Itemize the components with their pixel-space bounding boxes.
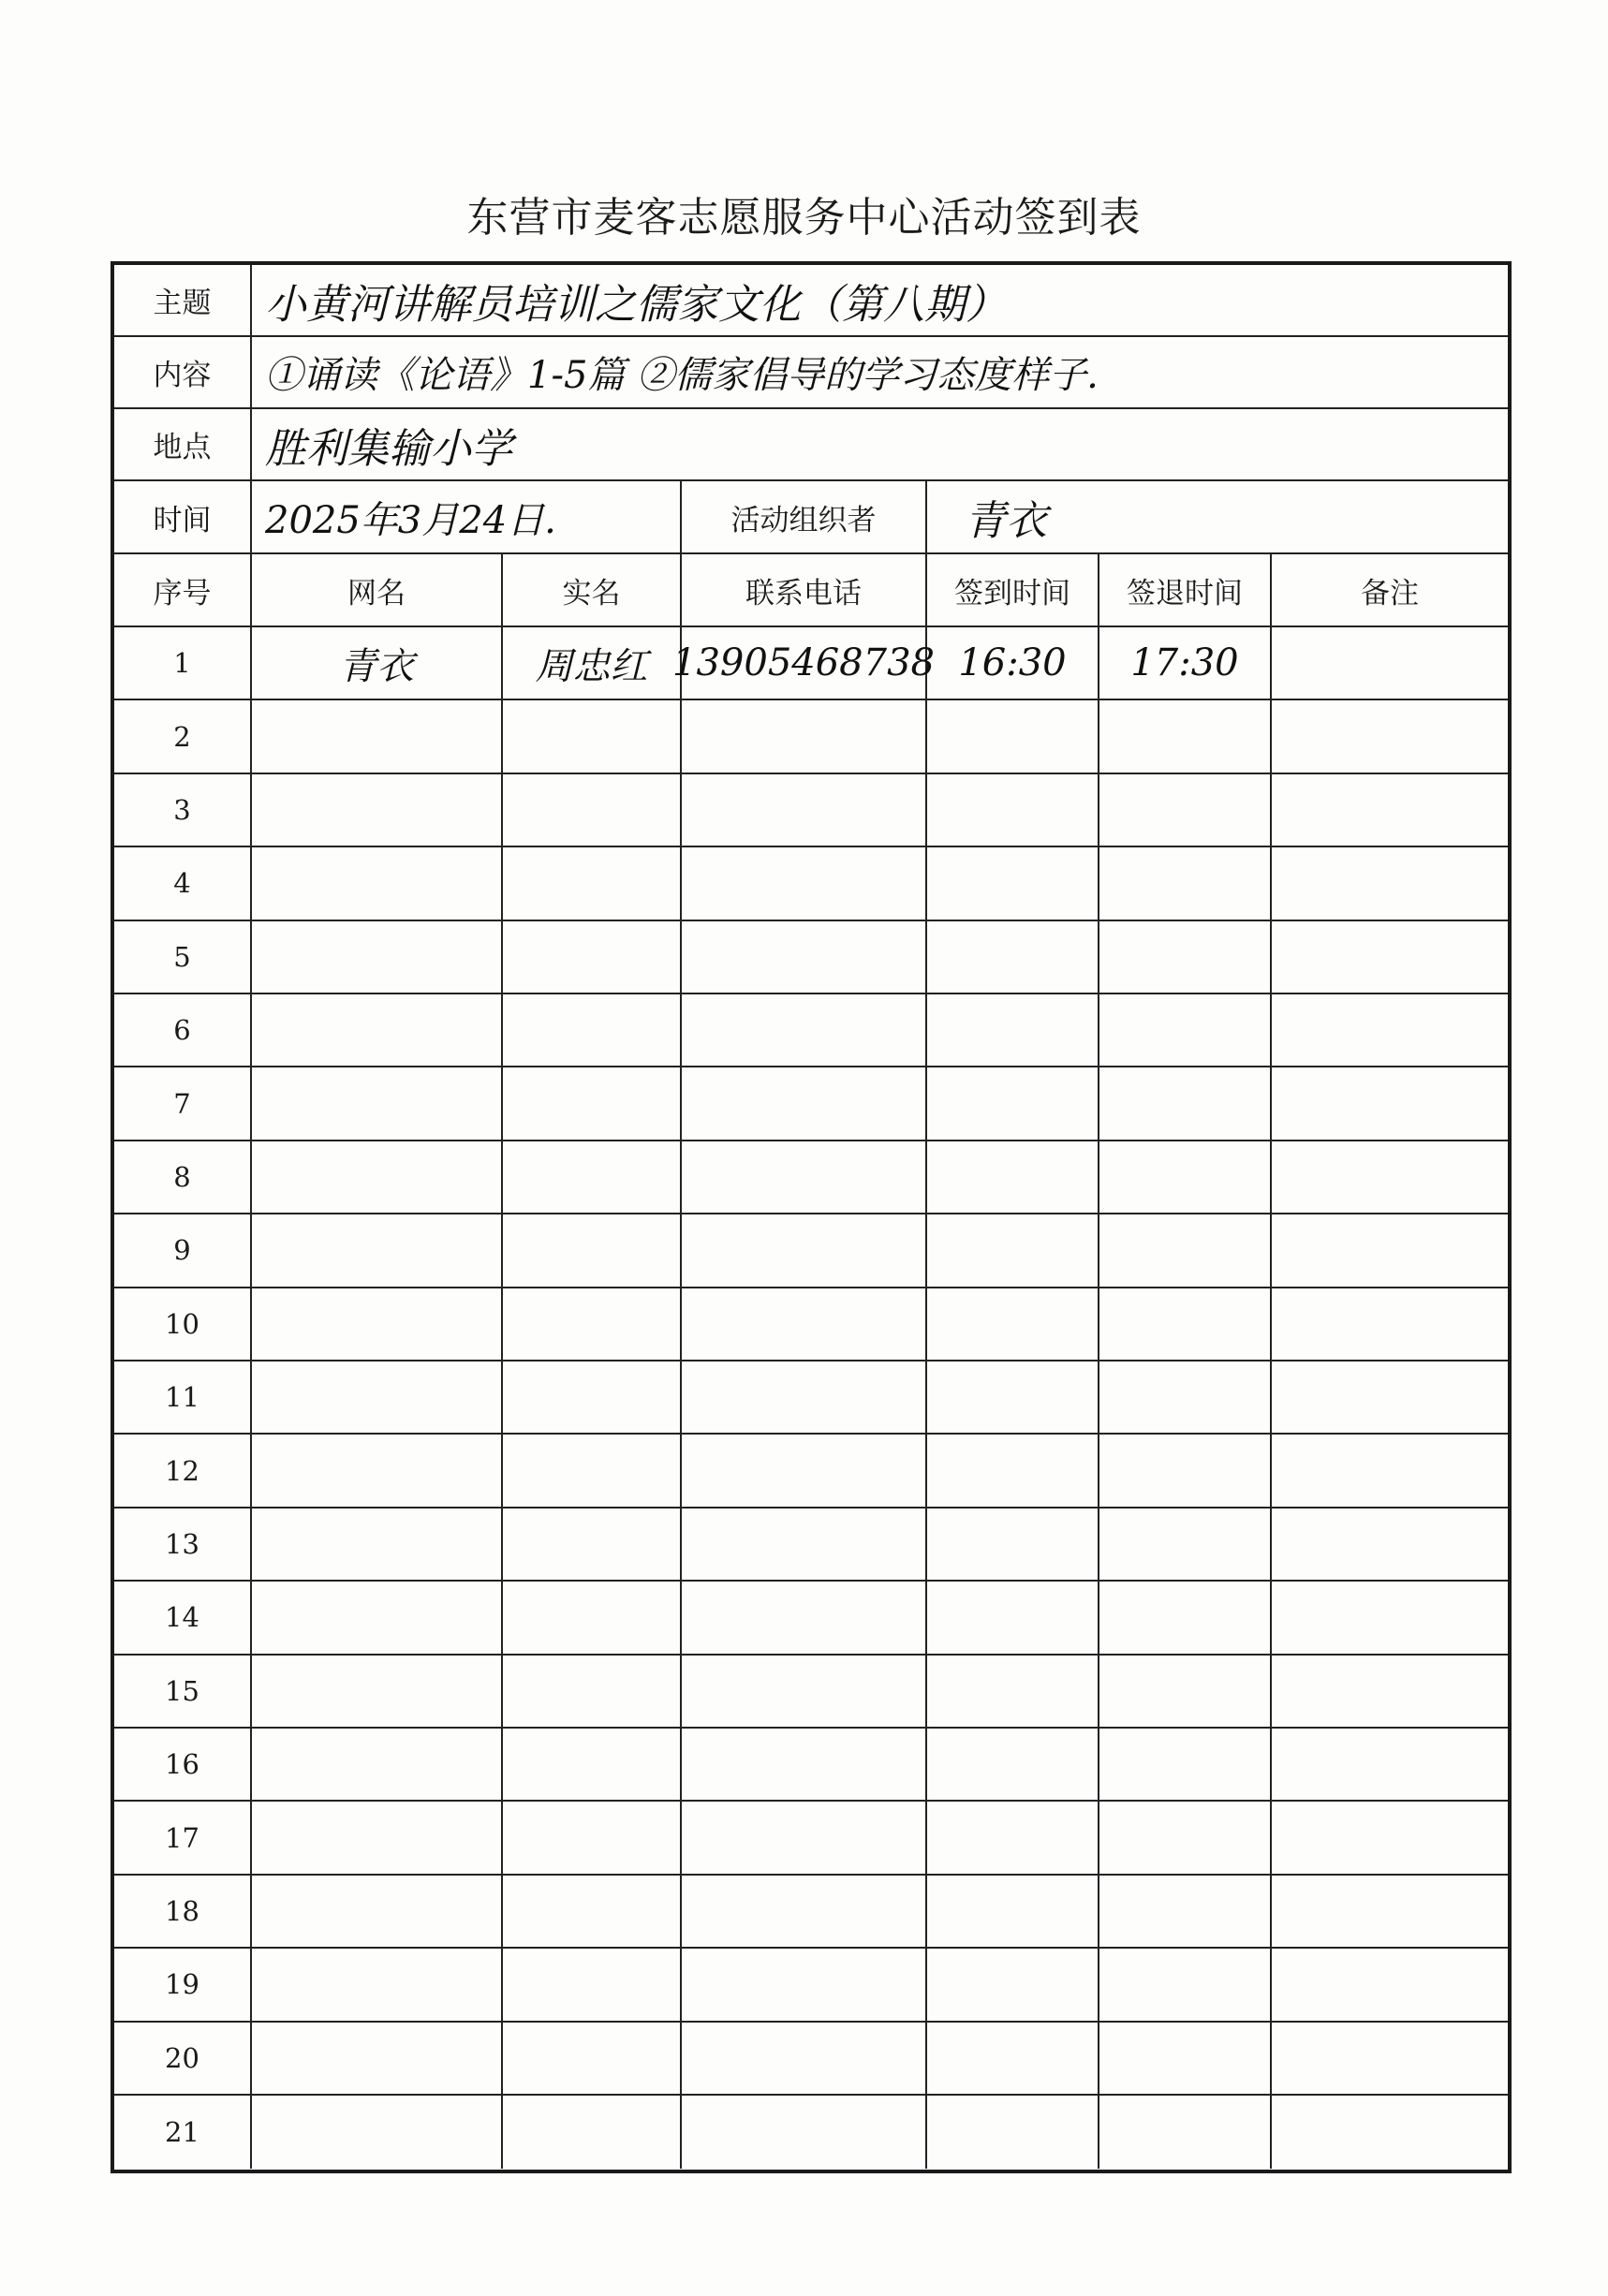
col-note-cell[interactable] — [1272, 1141, 1508, 1213]
col-no-cell: 8 — [114, 1141, 252, 1213]
col-checkout-cell[interactable] — [1099, 1656, 1272, 1727]
organizer-label: 活动组织者 — [682, 481, 927, 552]
col-no-header: 序号 — [114, 554, 252, 626]
col-realname-cell[interactable] — [503, 1802, 682, 1873]
col-checkout-cell[interactable] — [1099, 1435, 1272, 1506]
content-value: ①诵读《论语》1-5篇 ②儒家倡导的学习态度样子. — [265, 354, 1099, 397]
col-checkout-cell[interactable] — [1099, 847, 1272, 919]
col-checkin-cell[interactable] — [927, 1509, 1099, 1580]
table-row — [114, 2023, 1508, 2096]
table-row — [114, 1729, 1508, 1802]
col-no-cell: 19 — [114, 1949, 252, 2020]
col-nickname-header: 网名 — [252, 554, 503, 626]
topic-label: 主题 — [114, 265, 252, 335]
table-row — [114, 1509, 1508, 1582]
col-no-cell: 13 — [114, 1509, 252, 1580]
table-row — [114, 1876, 1508, 1949]
col-phone-cell[interactable] — [682, 1656, 927, 1727]
col-no-cell: 9 — [114, 1214, 252, 1286]
col-phone-cell[interactable] — [682, 1509, 927, 1580]
table-row — [114, 1214, 1508, 1288]
col-checkin-cell[interactable] — [927, 700, 1099, 772]
col-phone-cell[interactable] — [682, 774, 927, 846]
col-no-cell: 21 — [114, 2096, 252, 2169]
col-realname-cell[interactable] — [503, 994, 682, 1066]
col-nickname-cell[interactable] — [252, 1509, 503, 1580]
table-row — [114, 1802, 1508, 1875]
col-nickname-cell[interactable] — [252, 2096, 503, 2169]
col-checkin-cell[interactable] — [927, 1288, 1099, 1360]
col-nickname-cell[interactable] — [252, 774, 503, 846]
col-checkout-cell[interactable] — [1099, 1509, 1272, 1580]
col-realname-cell[interactable] — [503, 1509, 682, 1580]
col-phone-cell[interactable]: 13905468738 — [682, 627, 927, 699]
col-no-cell: 5 — [114, 921, 252, 993]
col-checkin-cell[interactable] — [927, 1729, 1099, 1800]
col-checkin-cell[interactable] — [927, 847, 1099, 919]
col-phone-cell[interactable] — [682, 1949, 927, 2020]
col-phone-cell[interactable] — [682, 1435, 927, 1506]
col-note-cell[interactable] — [1272, 847, 1508, 919]
col-checkout-cell[interactable] — [1099, 921, 1272, 993]
col-checkin-cell[interactable] — [927, 2096, 1099, 2169]
col-checkin-cell[interactable] — [927, 1582, 1099, 1653]
col-realname-header: 实名 — [503, 554, 682, 626]
col-nickname-cell[interactable] — [252, 847, 503, 919]
col-checkout-cell[interactable] — [1099, 1802, 1272, 1873]
col-no-cell: 15 — [114, 1656, 252, 1727]
col-realname-cell[interactable] — [503, 1361, 682, 1433]
time-value: 2025年3月24日. — [252, 481, 682, 552]
location-label: 地点 — [114, 409, 252, 479]
col-realname-cell[interactable] — [503, 1949, 682, 2020]
col-no-cell: 11 — [114, 1361, 252, 1433]
col-nickname-cell[interactable] — [252, 1214, 503, 1286]
col-realname-cell[interactable] — [503, 921, 682, 993]
col-phone-cell[interactable] — [682, 2096, 927, 2169]
col-note-cell[interactable] — [1272, 1435, 1508, 1506]
col-checkin-cell[interactable] — [927, 1949, 1099, 2020]
col-realname-cell[interactable] — [503, 2023, 682, 2094]
col-checkout-cell[interactable]: 17:30 — [1099, 627, 1272, 699]
table-row — [114, 2096, 1508, 2169]
col-nickname-cell[interactable] — [252, 1949, 503, 2020]
topic-row — [114, 265, 1508, 337]
content-row — [114, 337, 1508, 409]
col-nickname-cell[interactable] — [252, 921, 503, 993]
col-no-cell: 6 — [114, 994, 252, 1066]
col-checkin-cell[interactable] — [927, 774, 1099, 846]
col-checkin-cell[interactable] — [927, 1802, 1099, 1873]
col-checkout-cell[interactable] — [1099, 1949, 1272, 2020]
col-checkin-cell[interactable] — [927, 1214, 1099, 1286]
col-checkin-header: 签到时间 — [927, 554, 1099, 626]
col-checkout-header: 签退时间 — [1099, 554, 1272, 626]
table-row — [114, 994, 1508, 1067]
col-checkout-cell[interactable] — [1099, 994, 1272, 1066]
col-realname-cell[interactable] — [503, 847, 682, 919]
col-note-cell[interactable] — [1272, 1729, 1508, 1800]
topic-value: 小黄河讲解员培训之儒家文化（第八期） — [265, 280, 1007, 329]
time-row — [114, 481, 1508, 554]
col-checkout-cell[interactable] — [1099, 1582, 1272, 1653]
col-note-cell[interactable] — [1272, 1214, 1508, 1286]
col-no-cell: 18 — [114, 1876, 252, 1947]
col-checkin-cell[interactable]: 16:30 — [927, 627, 1099, 699]
col-phone-cell[interactable] — [682, 1802, 927, 1873]
col-note-cell[interactable] — [1272, 1361, 1508, 1433]
col-note-cell[interactable] — [1272, 627, 1508, 699]
col-note-cell[interactable] — [1272, 700, 1508, 772]
col-no-cell: 7 — [114, 1067, 252, 1139]
col-phone-cell[interactable] — [682, 1214, 927, 1286]
time-label: 时间 — [114, 481, 252, 552]
col-checkout-cell[interactable] — [1099, 2023, 1272, 2094]
col-phone-cell[interactable] — [682, 921, 927, 993]
col-no-cell: 10 — [114, 1288, 252, 1360]
col-phone-cell[interactable] — [682, 1141, 927, 1213]
col-phone-cell[interactable] — [682, 1067, 927, 1139]
sign-in-table — [111, 261, 1512, 2173]
col-phone-cell[interactable] — [682, 994, 927, 1066]
col-nickname-cell[interactable] — [252, 700, 503, 772]
col-nickname-cell[interactable] — [252, 2023, 503, 2094]
col-checkin-cell[interactable] — [927, 1361, 1099, 1433]
col-phone-cell[interactable] — [682, 1729, 927, 1800]
col-checkout-cell[interactable] — [1099, 700, 1272, 772]
col-realname-cell[interactable] — [503, 1582, 682, 1653]
col-realname-cell[interactable] — [503, 1141, 682, 1213]
col-checkin-cell[interactable] — [927, 1141, 1099, 1213]
col-no-cell: 14 — [114, 1582, 252, 1653]
col-note-cell[interactable] — [1272, 1802, 1508, 1873]
col-checkin-cell[interactable] — [927, 2023, 1099, 2094]
col-note-cell[interactable] — [1272, 1949, 1508, 2020]
col-checkout-cell[interactable] — [1099, 1361, 1272, 1433]
col-note-cell[interactable] — [1272, 1582, 1508, 1653]
col-nickname-cell[interactable] — [252, 1582, 503, 1653]
col-checkout-cell[interactable] — [1099, 1067, 1272, 1139]
col-checkin-cell[interactable] — [927, 1435, 1099, 1506]
col-phone-cell[interactable] — [682, 700, 927, 772]
col-realname-cell[interactable] — [503, 1435, 682, 1506]
table-row — [114, 1582, 1508, 1655]
col-checkin-cell[interactable] — [927, 1656, 1099, 1727]
col-no-cell: 16 — [114, 1729, 252, 1800]
col-phone-header: 联系电话 — [682, 554, 927, 626]
col-checkin-cell[interactable] — [927, 921, 1099, 993]
col-no-cell: 4 — [114, 847, 252, 919]
col-note-cell[interactable] — [1272, 1067, 1508, 1139]
col-nickname-cell[interactable] — [252, 1361, 503, 1433]
location-value: 胜利集输小学 — [265, 424, 512, 473]
table-row — [114, 921, 1508, 994]
table-row — [114, 1067, 1508, 1141]
col-checkout-cell[interactable] — [1099, 1141, 1272, 1213]
col-no-cell: 1 — [114, 627, 252, 699]
col-realname-cell[interactable] — [503, 1876, 682, 1947]
table-row — [114, 1288, 1508, 1361]
col-no-cell: 3 — [114, 774, 252, 846]
col-phone-cell[interactable] — [682, 1582, 927, 1653]
col-nickname-cell[interactable] — [252, 1288, 503, 1360]
table-row — [114, 700, 1508, 773]
location-row — [114, 409, 1508, 481]
col-checkout-cell[interactable] — [1099, 774, 1272, 846]
col-realname-cell[interactable] — [503, 774, 682, 846]
col-realname-cell[interactable] — [503, 1288, 682, 1360]
column-header-row — [114, 554, 1508, 627]
col-phone-cell[interactable] — [682, 847, 927, 919]
col-checkout-cell[interactable] — [1099, 1876, 1272, 1947]
col-realname-cell[interactable] — [503, 1067, 682, 1139]
col-checkout-cell[interactable] — [1099, 2096, 1272, 2169]
col-realname-cell[interactable] — [503, 700, 682, 772]
page-title: 东营市麦客志愿服务中心活动签到表 — [466, 194, 1142, 242]
col-phone-cell[interactable] — [682, 1361, 927, 1433]
col-checkin-cell[interactable] — [927, 994, 1099, 1066]
col-realname-cell[interactable]: 周忠红 — [503, 627, 682, 699]
col-nickname-cell[interactable] — [252, 1876, 503, 1947]
col-realname-cell[interactable] — [503, 1656, 682, 1727]
table-row — [114, 627, 1508, 700]
table-row — [114, 1949, 1508, 2022]
col-checkin-cell[interactable] — [927, 1876, 1099, 1947]
col-realname-cell[interactable] — [503, 1214, 682, 1286]
col-nickname-cell[interactable] — [252, 994, 503, 1066]
col-note-cell[interactable] — [1272, 2096, 1508, 2169]
col-note-cell[interactable] — [1272, 1876, 1508, 1947]
table-row — [114, 1141, 1508, 1214]
col-note-cell[interactable] — [1272, 2023, 1508, 2094]
table-row — [114, 774, 1508, 847]
col-note-cell[interactable] — [1272, 1288, 1508, 1360]
organizer-value: 青衣 — [965, 497, 1047, 545]
col-checkout-cell[interactable] — [1099, 1729, 1272, 1800]
col-no-cell: 17 — [114, 1802, 252, 1873]
col-no-cell: 12 — [114, 1435, 252, 1506]
col-note-cell[interactable] — [1272, 921, 1508, 993]
col-no-cell: 20 — [114, 2023, 252, 2094]
col-phone-cell[interactable] — [682, 2023, 927, 2094]
table-row — [114, 847, 1508, 920]
col-checkout-cell[interactable] — [1099, 1214, 1272, 1286]
content-label: 内容 — [114, 337, 252, 407]
col-nickname-cell[interactable] — [252, 1802, 503, 1873]
table-row — [114, 1361, 1508, 1435]
col-nickname-cell[interactable]: 青衣 — [252, 627, 503, 699]
col-note-cell[interactable] — [1272, 994, 1508, 1066]
col-nickname-cell[interactable] — [252, 1067, 503, 1139]
col-nickname-cell[interactable] — [252, 1141, 503, 1213]
col-realname-cell[interactable] — [503, 1729, 682, 1800]
col-note-header: 备注 — [1361, 576, 1419, 611]
col-phone-cell[interactable] — [682, 1288, 927, 1360]
col-checkout-cell[interactable] — [1099, 1288, 1272, 1360]
col-checkin-cell[interactable] — [927, 1067, 1099, 1139]
col-realname-cell[interactable] — [503, 2096, 682, 2169]
col-note-cell[interactable] — [1272, 774, 1508, 846]
table-row — [114, 1656, 1508, 1729]
col-nickname-cell[interactable] — [252, 1656, 503, 1727]
col-no-cell: 2 — [114, 700, 252, 772]
col-phone-cell[interactable] — [682, 1876, 927, 1947]
table-row — [114, 1435, 1508, 1508]
col-nickname-cell[interactable] — [252, 1435, 503, 1506]
col-note-cell[interactable] — [1272, 1656, 1508, 1727]
col-nickname-cell[interactable] — [252, 1729, 503, 1800]
col-note-cell[interactable] — [1272, 1509, 1508, 1580]
